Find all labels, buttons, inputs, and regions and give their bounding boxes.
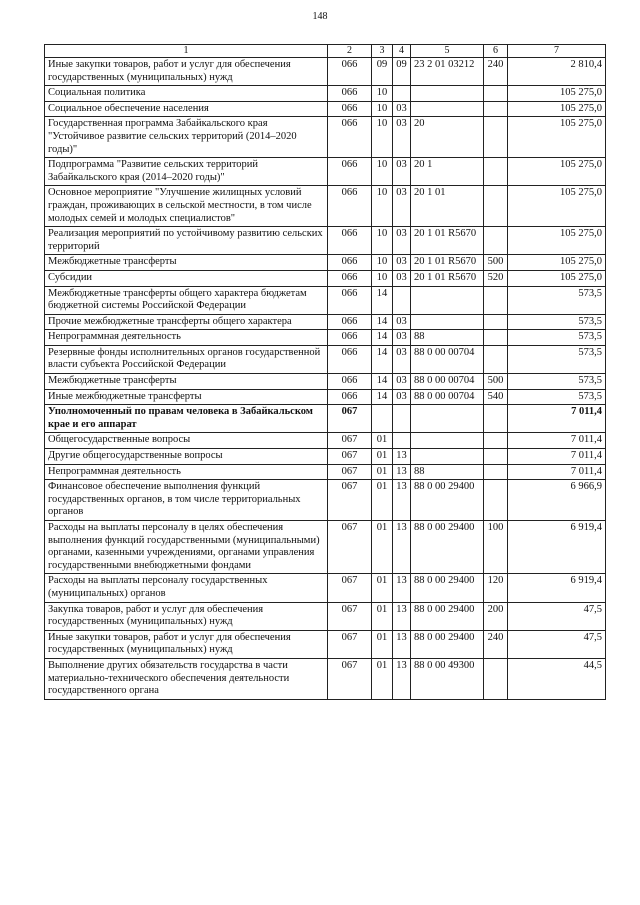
row-subsection-cell	[393, 286, 411, 314]
row-subsection-cell: 03	[393, 389, 411, 405]
row-amount-cell: 7 011,4	[508, 449, 606, 465]
row-subsection-cell: 13	[393, 574, 411, 602]
row-code-cell: 067	[328, 574, 372, 602]
row-name-cell: Межбюджетные трансферты	[45, 255, 328, 271]
row-amount-cell: 105 275,0	[508, 227, 606, 255]
row-expense-type-cell: 240	[484, 58, 508, 86]
row-code-cell: 066	[328, 186, 372, 227]
row-target-cell: 88 0 00 00704	[411, 374, 484, 390]
row-section-cell: 10	[372, 158, 393, 186]
row-section-cell: 10	[372, 86, 393, 102]
row-section-cell: 01	[372, 574, 393, 602]
row-target-cell: 88	[411, 464, 484, 480]
row-name-cell: Другие общегосударственные вопросы	[45, 449, 328, 465]
row-expense-type-cell	[484, 405, 508, 433]
row-section-cell: 01	[372, 521, 393, 574]
row-subsection-cell: 03	[393, 117, 411, 158]
row-code-cell: 067	[328, 405, 372, 433]
row-code-cell: 066	[328, 389, 372, 405]
row-target-cell: 88 0 00 00704	[411, 345, 484, 373]
row-code-cell: 066	[328, 158, 372, 186]
row-target-cell: 88 0 00 29400	[411, 602, 484, 630]
row-code-cell: 066	[328, 227, 372, 255]
row-section-cell: 14	[372, 374, 393, 390]
row-amount-cell: 573,5	[508, 314, 606, 330]
row-amount-cell: 7 011,4	[508, 433, 606, 449]
row-section-cell: 01	[372, 464, 393, 480]
row-name-cell: Прочие межбюджетные трансферты общего характера	[45, 314, 328, 330]
row-target-cell	[411, 405, 484, 433]
row-expense-type-cell	[484, 464, 508, 480]
row-amount-cell: 47,5	[508, 630, 606, 658]
row-code-cell: 066	[328, 117, 372, 158]
row-expense-type-cell	[484, 658, 508, 699]
row-subsection-cell: 13	[393, 464, 411, 480]
row-subsection-cell	[393, 86, 411, 102]
row-name-cell: Выполнение других обязательств государства в части материально-технического обеспечения деятельности государственного органа	[45, 658, 328, 699]
row-section-cell: 10	[372, 270, 393, 286]
table-row	[45, 480, 606, 521]
row-subsection-cell: 03	[393, 158, 411, 186]
row-subsection-cell: 03	[393, 255, 411, 271]
row-expense-type-cell	[484, 314, 508, 330]
row-amount-cell: 7 011,4	[508, 405, 606, 433]
table-row	[45, 405, 606, 433]
row-amount-cell: 47,5	[508, 602, 606, 630]
row-code-cell: 066	[328, 270, 372, 286]
row-amount-cell: 6 919,4	[508, 521, 606, 574]
row-name-cell: Основное мероприятие "Улучшение жилищных условий граждан, проживающих в сельской местности, в том числе молодых семей и молодых специалистов"	[45, 186, 328, 227]
table-row	[45, 374, 606, 390]
row-expense-type-cell	[484, 158, 508, 186]
row-amount-cell: 105 275,0	[508, 186, 606, 227]
row-name-cell: Иные закупки товаров, работ и услуг для обеспечения государственных (муниципальных) нужд	[45, 58, 328, 86]
row-expense-type-cell: 100	[484, 521, 508, 574]
table-row	[45, 186, 606, 227]
row-subsection-cell: 09	[393, 58, 411, 86]
row-subsection-cell: 03	[393, 101, 411, 117]
table-row	[45, 630, 606, 658]
row-expense-type-cell: 500	[484, 374, 508, 390]
row-code-cell: 067	[328, 433, 372, 449]
row-subsection-cell: 13	[393, 602, 411, 630]
row-section-cell: 10	[372, 101, 393, 117]
row-expense-type-cell	[484, 227, 508, 255]
table-row	[45, 521, 606, 574]
row-code-cell: 066	[328, 255, 372, 271]
table-row	[45, 158, 606, 186]
row-amount-cell: 44,5	[508, 658, 606, 699]
row-name-cell: Закупка товаров, работ и услуг для обеспечения государственных (муниципальных) нужд	[45, 602, 328, 630]
row-expense-type-cell: 540	[484, 389, 508, 405]
row-subsection-cell: 03	[393, 374, 411, 390]
table-row	[45, 464, 606, 480]
row-expense-type-cell	[484, 433, 508, 449]
row-subsection-cell: 03	[393, 330, 411, 346]
row-section-cell: 01	[372, 449, 393, 465]
column-header: 5	[411, 45, 484, 58]
row-target-cell: 23 2 01 03212	[411, 58, 484, 86]
row-amount-cell: 573,5	[508, 286, 606, 314]
table-row	[45, 255, 606, 271]
row-expense-type-cell: 500	[484, 255, 508, 271]
row-section-cell	[372, 405, 393, 433]
row-expense-type-cell	[484, 449, 508, 465]
row-name-cell: Расходы на выплаты персоналу государственных (муниципальных) органов	[45, 574, 328, 602]
row-expense-type-cell	[484, 345, 508, 373]
column-header: 4	[393, 45, 411, 58]
row-target-cell	[411, 86, 484, 102]
row-name-cell: Расходы на выплаты персоналу в целях обеспечения выполнения функций государственными (муниципальными) органами, казенными учреждениями, органами управления государственными внебюджетными фондами	[45, 521, 328, 574]
row-expense-type-cell	[484, 480, 508, 521]
row-amount-cell: 105 275,0	[508, 255, 606, 271]
table-header-row	[45, 45, 606, 58]
row-expense-type-cell	[484, 86, 508, 102]
row-target-cell: 88 0 00 29400	[411, 521, 484, 574]
row-name-cell: Иные закупки товаров, работ и услуг для обеспечения государственных (муниципальных) нужд	[45, 630, 328, 658]
row-name-cell: Социальное обеспечение населения	[45, 101, 328, 117]
row-amount-cell: 105 275,0	[508, 270, 606, 286]
row-target-cell: 88	[411, 330, 484, 346]
row-expense-type-cell: 200	[484, 602, 508, 630]
row-expense-type-cell	[484, 117, 508, 158]
row-section-cell: 14	[372, 389, 393, 405]
row-expense-type-cell	[484, 186, 508, 227]
row-section-cell: 14	[372, 345, 393, 373]
row-name-cell: Уполномоченный по правам человека в Забайкальском крае и его аппарат	[45, 405, 328, 433]
row-target-cell: 20 1 01 R5670	[411, 255, 484, 271]
row-target-cell: 20 1 01 R5670	[411, 270, 484, 286]
table-row	[45, 86, 606, 102]
row-name-cell: Общегосударственные вопросы	[45, 433, 328, 449]
row-section-cell: 14	[372, 330, 393, 346]
row-amount-cell: 573,5	[508, 345, 606, 373]
row-amount-cell: 105 275,0	[508, 158, 606, 186]
row-name-cell: Непрограммная деятельность	[45, 330, 328, 346]
budget-table	[44, 44, 606, 700]
row-subsection-cell	[393, 433, 411, 449]
column-header: 3	[372, 45, 393, 58]
row-amount-cell: 573,5	[508, 330, 606, 346]
column-header: 7	[508, 45, 606, 58]
row-subsection-cell: 13	[393, 521, 411, 574]
row-subsection-cell: 03	[393, 186, 411, 227]
row-code-cell: 066	[328, 286, 372, 314]
row-subsection-cell: 03	[393, 345, 411, 373]
row-name-cell: Резервные фонды исполнительных органов государственной власти субъекта Российской Федерации	[45, 345, 328, 373]
row-code-cell: 067	[328, 449, 372, 465]
row-name-cell: Межбюджетные трансферты общего характера бюджетам бюджетной системы Российской Федерации	[45, 286, 328, 314]
row-code-cell: 066	[328, 330, 372, 346]
table-row	[45, 574, 606, 602]
table-row	[45, 286, 606, 314]
row-section-cell: 09	[372, 58, 393, 86]
row-target-cell: 20 1	[411, 158, 484, 186]
row-amount-cell: 105 275,0	[508, 86, 606, 102]
page-number: 148	[312, 11, 328, 22]
table-row	[45, 658, 606, 699]
row-target-cell: 20	[411, 117, 484, 158]
row-target-cell: 88 0 00 49300	[411, 658, 484, 699]
row-target-cell: 20 1 01	[411, 186, 484, 227]
row-section-cell: 10	[372, 117, 393, 158]
row-subsection-cell: 13	[393, 480, 411, 521]
row-target-cell: 88 0 00 29400	[411, 480, 484, 521]
row-subsection-cell: 13	[393, 630, 411, 658]
row-subsection-cell: 03	[393, 314, 411, 330]
row-target-cell	[411, 449, 484, 465]
row-name-cell: Государственная программа Забайкальского края "Устойчивое развитие сельских территорий (2014–2020 годы)"	[45, 117, 328, 158]
row-code-cell: 066	[328, 101, 372, 117]
row-subsection-cell: 03	[393, 270, 411, 286]
table-row	[45, 330, 606, 346]
row-target-cell	[411, 314, 484, 330]
column-header: 2	[328, 45, 372, 58]
row-code-cell: 066	[328, 314, 372, 330]
row-expense-type-cell	[484, 101, 508, 117]
table-row	[45, 345, 606, 373]
row-code-cell: 067	[328, 521, 372, 574]
row-code-cell: 066	[328, 345, 372, 373]
table-row	[45, 602, 606, 630]
row-code-cell: 067	[328, 658, 372, 699]
row-section-cell: 01	[372, 658, 393, 699]
table-row	[45, 227, 606, 255]
table-row	[45, 270, 606, 286]
column-header: 6	[484, 45, 508, 58]
row-amount-cell: 573,5	[508, 374, 606, 390]
row-name-cell: Иные межбюджетные трансферты	[45, 389, 328, 405]
row-subsection-cell: 13	[393, 449, 411, 465]
row-code-cell: 067	[328, 630, 372, 658]
row-amount-cell: 573,5	[508, 389, 606, 405]
row-expense-type-cell	[484, 330, 508, 346]
row-code-cell: 067	[328, 464, 372, 480]
table-row	[45, 101, 606, 117]
row-amount-cell: 6 966,9	[508, 480, 606, 521]
row-amount-cell: 2 810,4	[508, 58, 606, 86]
row-amount-cell: 105 275,0	[508, 101, 606, 117]
row-section-cell: 01	[372, 480, 393, 521]
row-amount-cell: 105 275,0	[508, 117, 606, 158]
table-row	[45, 389, 606, 405]
row-expense-type-cell	[484, 286, 508, 314]
row-code-cell: 066	[328, 58, 372, 86]
column-header: 1	[45, 45, 328, 58]
row-expense-type-cell: 240	[484, 630, 508, 658]
table-row	[45, 314, 606, 330]
row-target-cell: 88 0 00 29400	[411, 630, 484, 658]
row-target-cell: 88 0 00 29400	[411, 574, 484, 602]
row-name-cell: Реализация мероприятий по устойчивому развитию сельских территорий	[45, 227, 328, 255]
row-code-cell: 067	[328, 480, 372, 521]
table-row	[45, 58, 606, 86]
row-section-cell: 14	[372, 286, 393, 314]
row-section-cell: 10	[372, 227, 393, 255]
row-target-cell: 20 1 01 R5670	[411, 227, 484, 255]
row-subsection-cell: 13	[393, 658, 411, 699]
row-expense-type-cell: 120	[484, 574, 508, 602]
row-name-cell: Субсидии	[45, 270, 328, 286]
row-section-cell: 01	[372, 630, 393, 658]
row-code-cell: 066	[328, 374, 372, 390]
row-subsection-cell: 03	[393, 227, 411, 255]
table-row	[45, 433, 606, 449]
row-code-cell: 066	[328, 86, 372, 102]
row-section-cell: 10	[372, 255, 393, 271]
row-amount-cell: 7 011,4	[508, 464, 606, 480]
row-section-cell: 14	[372, 314, 393, 330]
row-name-cell: Межбюджетные трансферты	[45, 374, 328, 390]
row-name-cell: Социальная политика	[45, 86, 328, 102]
row-name-cell: Подпрограмма "Развитие сельских территорий Забайкальского края (2014–2020 годы)"	[45, 158, 328, 186]
row-target-cell	[411, 433, 484, 449]
row-target-cell	[411, 101, 484, 117]
row-subsection-cell	[393, 405, 411, 433]
row-section-cell: 01	[372, 433, 393, 449]
row-name-cell: Непрограммная деятельность	[45, 464, 328, 480]
row-expense-type-cell: 520	[484, 270, 508, 286]
row-target-cell: 88 0 00 00704	[411, 389, 484, 405]
row-section-cell: 01	[372, 602, 393, 630]
table-row	[45, 117, 606, 158]
table-row	[45, 449, 606, 465]
row-name-cell: Финансовое обеспечение выполнения функций государственных органов, в том числе территориальных органов	[45, 480, 328, 521]
row-amount-cell: 6 919,4	[508, 574, 606, 602]
row-target-cell	[411, 286, 484, 314]
row-code-cell: 067	[328, 602, 372, 630]
row-section-cell: 10	[372, 186, 393, 227]
